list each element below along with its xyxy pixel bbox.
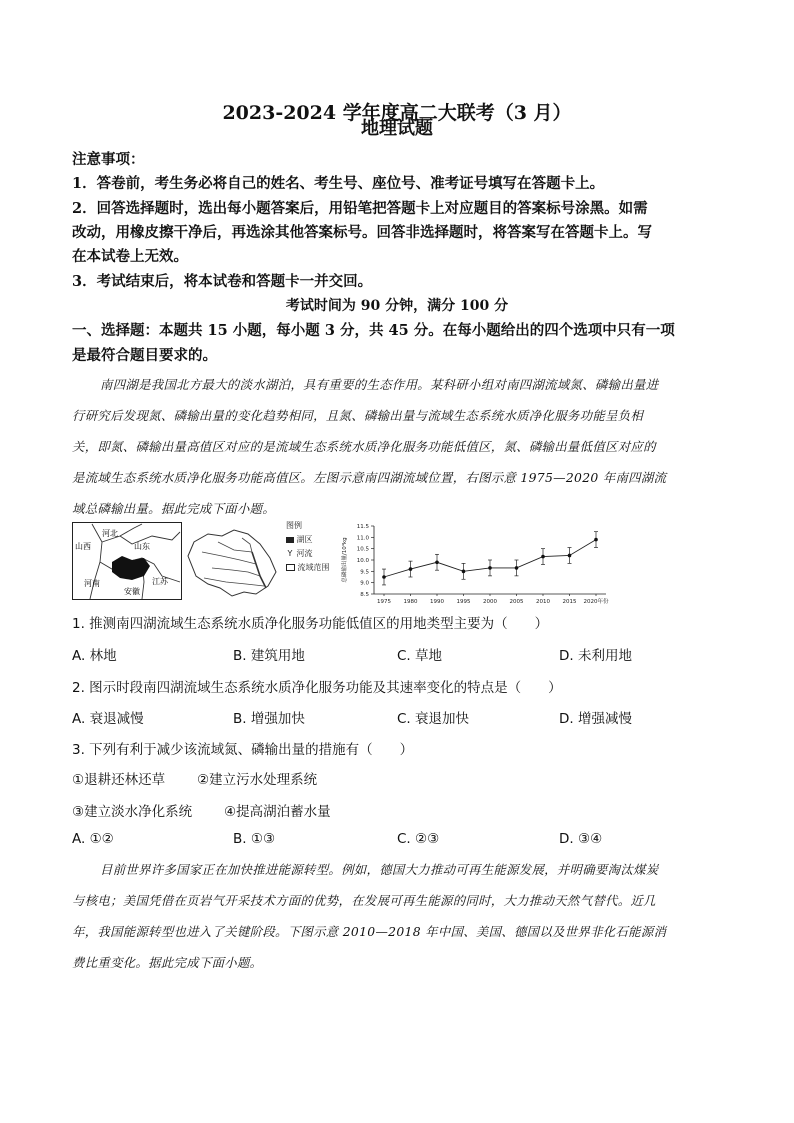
x-tick-label: 1980 xyxy=(403,599,418,605)
y-tick-label: 9.0 xyxy=(360,580,369,587)
x-tick-label: 2005 xyxy=(509,599,524,605)
q3-option-d[interactable]: D. ③④ xyxy=(559,831,603,847)
passage-line: 是流域生态系统水质净化服务功能高值区。左图示意南四湖流域位置，右图示意 1975—2020 年南四湖流 xyxy=(72,470,667,485)
passage2-line: 与核电；美国凭借在页岩气开采技术方面的优势，在发展可再生能源的同时，大力推动天然气替代。近几 xyxy=(72,893,656,908)
exam-time: 考试时间为 90 分钟，满分 100 分 xyxy=(285,298,509,314)
passage-line: 行研究后发现氮、磷输出量的变化趋势相同，且氮、磷输出量与流域生态系统水质净化服务功能呈负相 xyxy=(72,408,644,423)
data-point xyxy=(409,567,413,571)
q1-option-b[interactable]: B. 建筑用地 xyxy=(233,648,305,664)
y-tick-label: 10.5 xyxy=(356,546,369,553)
q1-option-d[interactable]: D. 未利用地 xyxy=(559,648,632,664)
legend-item-boundary: 流域范围 xyxy=(297,563,330,572)
data-point xyxy=(462,570,466,574)
basin-map xyxy=(182,522,282,600)
q3-option-a[interactable]: A. ①② xyxy=(72,831,114,847)
map-label-hebei: 河北 xyxy=(102,529,118,538)
x-tick-label: 2010 xyxy=(536,599,550,605)
q3-choice-4: ④提高湖泊蓄水量 xyxy=(224,804,331,820)
note-line: 1．答卷前，考生务必将自己的姓名、考生号、座位号、准考证号填写在答题卡上。 xyxy=(72,175,605,192)
map-label-jiangsu: 江苏 xyxy=(152,577,168,586)
passage-line: 域总磷输出量。据此完成下面小题。 xyxy=(72,501,276,516)
q3-choice-1: ①退耕还林还草 xyxy=(72,772,166,788)
exam-title: 2023-2024 学年度高二大联考（3 月） xyxy=(222,102,572,124)
x-tick-label: 2000 xyxy=(483,599,497,605)
map-label-henan: 河南 xyxy=(84,579,100,588)
passage2-line: 费比重变化。据此完成下面小题。 xyxy=(72,955,263,970)
map-label-anhui: 安徽 xyxy=(124,587,140,596)
y-tick-label: 11.0 xyxy=(356,535,369,542)
note-line: 改动，用橡皮擦干净后，再选涂其他答案标号。回答非选择题时，将答案写在答题卡上。写 xyxy=(72,224,652,241)
notes-heading: 注意事项： xyxy=(72,151,145,168)
x-tick-label: 2015 xyxy=(562,599,577,605)
data-point xyxy=(594,538,598,542)
q3-choice-2: ②建立污水处理系统 xyxy=(197,772,318,788)
subject-title: 地理试题 xyxy=(361,118,433,139)
x-tick-label: 1975 xyxy=(377,599,391,605)
q2-option-a[interactable]: A. 衰退减慢 xyxy=(72,711,144,727)
map-label-shandong: 山东 xyxy=(134,542,150,551)
passage2-line: 年，我国能源转型也进入了关键阶段。下图示意 2010—2018 年中国、美国、德国以及世界非化石能源消 xyxy=(72,924,667,939)
x-tick-label: 1995 xyxy=(456,599,471,605)
y-tick-label: 11.5 xyxy=(356,524,369,530)
map-label-shanxi: 山西 xyxy=(75,542,91,551)
data-point xyxy=(541,555,545,559)
y-tick-label: 9.5 xyxy=(360,569,369,576)
question-3: 3. 下列有利于减少该流域氮、磷输出量的措施有（ ） xyxy=(72,742,414,758)
data-point xyxy=(515,566,519,570)
lake-legend-icon xyxy=(286,537,294,543)
y-axis-label: 总磷输出量/10⁴kg xyxy=(342,537,348,583)
question-2: 2. 图示时段南四湖流域生态系统水质净化服务功能及其速率变化的特点是（ ） xyxy=(72,680,562,696)
q2-option-c[interactable]: C. 衰退加快 xyxy=(397,711,470,727)
note-line: 3．考试结束后，将本试卷和答题卡一并交回。 xyxy=(72,273,373,290)
y-tick-label: 10.0 xyxy=(356,558,369,564)
q1-option-a[interactable]: A. 林地 xyxy=(72,648,117,664)
legend-title: 图例 xyxy=(286,521,302,530)
q3-choice-3: ③建立淡水净化系统 xyxy=(72,804,193,820)
data-point xyxy=(568,554,572,558)
section-heading: 是最符合题目要求的。 xyxy=(72,347,217,364)
note-line: 2．回答选择题时，选出每小题答案后，用铅笔把答题卡上对应题目的答案标号涂黑。如需 xyxy=(72,200,648,217)
x-tick-label: 1990 xyxy=(430,599,444,605)
note-line: 在本试卷上无效。 xyxy=(72,248,188,265)
map-legend xyxy=(286,520,338,580)
boundary-legend-icon xyxy=(286,564,295,571)
passage2-line: 目前世界许多国家正在加快推进能源转型。例如，德国大力推动可再生能源发展，并明确要淘汰煤炭 xyxy=(100,862,659,877)
legend-item-lake: 湖区 xyxy=(296,535,313,544)
location-map xyxy=(72,522,182,600)
q3-option-b[interactable]: B. ①③ xyxy=(233,831,276,847)
passage-line: 南四湖是我国北方最大的淡水湖泊，具有重要的生态作用。某科研小组对南四湖流域氮、磷输出量进 xyxy=(100,377,659,392)
data-point xyxy=(488,566,492,570)
q2-option-b[interactable]: B. 增强加快 xyxy=(233,711,305,727)
legend-item-river: 河流 xyxy=(296,549,313,558)
y-tick-label: 8.5 xyxy=(360,592,369,598)
q3-option-c[interactable]: C. ②③ xyxy=(397,831,440,847)
passage-line: 关，即氮、磷输出量高值区对应的是流域生态系统水质净化服务功能低值区，氮、磷输出量低值区对应的 xyxy=(72,439,656,454)
phosphorus-chart xyxy=(338,518,638,608)
river-legend-icon: Y xyxy=(287,549,293,558)
data-point xyxy=(435,560,439,564)
section-heading: 一、选择题：本题共 15 小题，每小题 3 分，共 45 分。在每小题给出的四个选项中只有一项 xyxy=(72,322,675,339)
x-tick-label: 2020年份 xyxy=(583,599,609,605)
data-point xyxy=(382,575,386,579)
question-1: 1. 推测南四湖流域生态系统水质净化服务功能低值区的用地类型主要为（ ） xyxy=(72,616,549,632)
q1-option-c[interactable]: C. 草地 xyxy=(397,648,443,664)
q2-option-d[interactable]: D. 增强减慢 xyxy=(559,711,632,727)
